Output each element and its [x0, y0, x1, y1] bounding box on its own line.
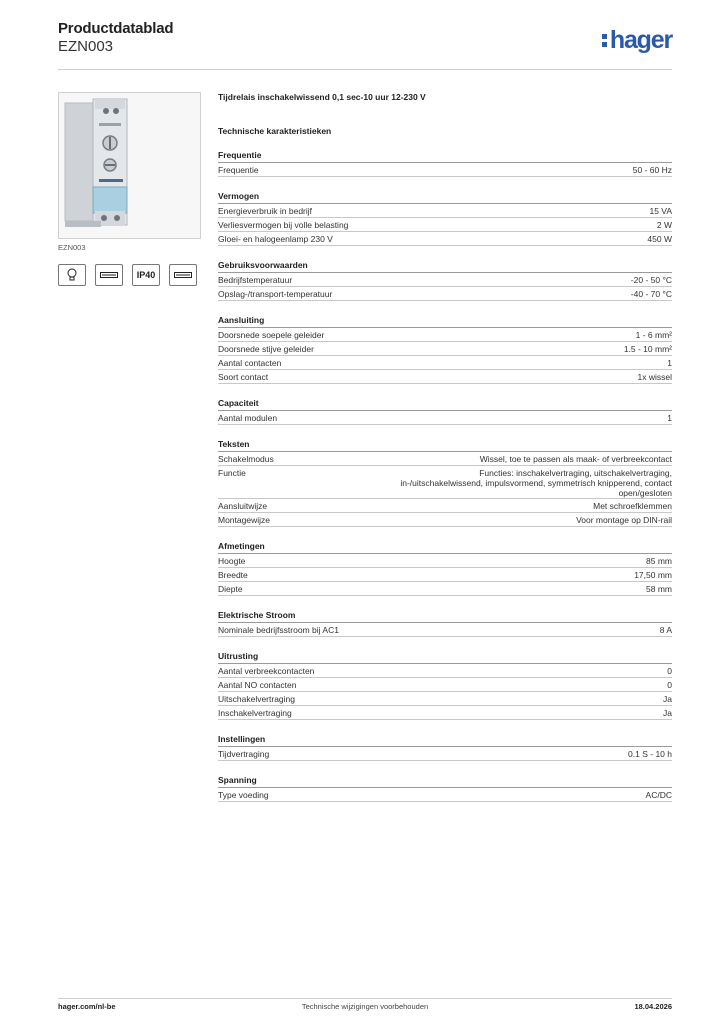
spec-key: Schakelmodus: [218, 454, 274, 464]
bulb-icon: [58, 264, 86, 286]
spec-row: [218, 747, 672, 761]
spec-key: Type voeding: [218, 790, 269, 800]
footer-website: hager.com/nl-be: [58, 1002, 116, 1011]
spec-key: Aantal NO contacten: [218, 680, 297, 690]
spec-key: Tijdvertraging: [218, 749, 270, 759]
spec-key: Soort contact: [218, 372, 269, 382]
spec-value: 17,50 mm: [634, 570, 672, 580]
spec-key: Opslag-/transport-temperatuur: [218, 289, 333, 299]
spec-group-title: Aansluiting: [218, 314, 672, 328]
spec-group: [218, 733, 672, 761]
spec-value: 0: [667, 680, 672, 690]
spec-value: 0: [667, 666, 672, 676]
spec-group: [218, 397, 672, 425]
footer-date: 18.04.2026: [634, 1002, 672, 1011]
din-rail-icon: [95, 264, 123, 286]
document-title: Productdatablad: [58, 20, 174, 37]
spec-key: Aantal contacten: [218, 358, 282, 368]
spec-row: [218, 204, 672, 218]
spec-value: 15 VA: [649, 206, 672, 216]
spec-value: 58 mm: [646, 584, 672, 594]
spec-key: Uitschakelvertraging: [218, 694, 296, 704]
ip-rating-icon: IP40: [132, 264, 160, 286]
spec-value: 1.5 - 10 mm²: [623, 344, 672, 354]
spec-key: Inschakelvertraging: [218, 708, 292, 718]
spec-group: [218, 438, 672, 527]
spec-value: 450 W: [647, 234, 672, 244]
page-footer: [58, 998, 672, 1011]
spec-group: [218, 540, 672, 596]
product-code: EZN003: [58, 38, 114, 55]
spec-value: -20 - 50 °C: [630, 275, 672, 285]
spec-group-title: Vermogen: [218, 190, 672, 204]
spec-row: [218, 513, 672, 527]
spec-key: Functie: [218, 468, 246, 478]
spec-row: [218, 678, 672, 692]
spec-group: [218, 259, 672, 301]
logo-text: hager: [609, 26, 672, 54]
spec-group-title: Gebruiksvoorwaarden: [218, 259, 672, 273]
spec-group-title: Capaciteit: [218, 397, 672, 411]
spec-group-title: Teksten: [218, 438, 672, 452]
spec-row: [218, 411, 672, 425]
spec-value: Functies: inschakelvertraging, uitschakelvertraging, in-/uitschakelwissend, impulsvormend, symmetrisch knipperend, contact open/gesloten: [400, 468, 672, 498]
footer-disclaimer: Technische wijzigingen voorbehouden: [301, 1002, 429, 1011]
spec-group: [218, 190, 672, 246]
spec-value: 1: [667, 358, 672, 368]
spec-groups: [218, 149, 672, 802]
spec-value: AC/DC: [645, 790, 672, 800]
spec-key: Hoogte: [218, 556, 246, 566]
spec-row: [218, 568, 672, 582]
spec-row: [218, 342, 672, 356]
spec-value: 50 - 60 Hz: [632, 165, 672, 175]
spec-row: [218, 706, 672, 720]
spec-row: [218, 623, 672, 637]
spec-group: [218, 774, 672, 802]
product-image: [58, 92, 201, 239]
spec-value: 1x wissel: [637, 372, 672, 382]
spec-group-title: Elektrische Stroom: [218, 609, 672, 623]
hager-logo: [602, 26, 672, 54]
spec-value: Wissel, toe te passen als maak- of verbreekcontact: [479, 454, 672, 464]
image-caption: EZN003: [58, 243, 86, 252]
spec-key: Gloei- en halogeenlamp 230 V: [218, 234, 333, 244]
spec-row: [218, 788, 672, 802]
din-rail-icon-2: [169, 264, 197, 286]
spec-row: [218, 163, 672, 177]
spec-row: [218, 582, 672, 596]
spec-row: [218, 328, 672, 342]
spec-key: Doorsnede stijve geleider: [218, 344, 314, 354]
spec-row: [218, 232, 672, 246]
spec-group: [218, 314, 672, 384]
spec-group-title: Frequentie: [218, 149, 672, 163]
spec-row: [218, 692, 672, 706]
spec-key: Aansluitwijze: [218, 501, 268, 511]
spec-key: Montagewijze: [218, 515, 270, 525]
spec-row: [218, 370, 672, 384]
tech-heading: Technische karakteristieken: [218, 126, 332, 136]
spec-key: Aantal verbreekcontacten: [218, 666, 315, 676]
spec-key: Frequentie: [218, 165, 259, 175]
spec-group: [218, 650, 672, 720]
spec-group-title: Afmetingen: [218, 540, 672, 554]
spec-row: [218, 554, 672, 568]
page-header: [58, 20, 672, 70]
spec-group-title: Uitrusting: [218, 650, 672, 664]
spec-group: [218, 149, 672, 177]
spec-key: Diepte: [218, 584, 243, 594]
spec-value: 0.1 S - 10 h: [628, 749, 672, 759]
spec-key: Energieverbruik in bedrijf: [218, 206, 313, 216]
product-description: Tijdrelais inschakelwissend 0,1 sec-10 uur 12-230 V: [218, 92, 426, 102]
spec-value: Ja: [663, 694, 672, 704]
spec-row: [218, 499, 672, 513]
spec-group-title: Instellingen: [218, 733, 672, 747]
spec-value: Met schroefklemmen: [593, 501, 672, 511]
spec-row: [218, 664, 672, 678]
spec-row: [218, 466, 672, 499]
spec-key: Breedte: [218, 570, 248, 580]
spec-value: 2 W: [656, 220, 672, 230]
feature-icons: [58, 264, 197, 286]
spec-value: Voor montage op DIN-rail: [576, 515, 672, 525]
spec-value: -40 - 70 °C: [630, 289, 672, 299]
spec-key: Doorsnede soepele geleider: [218, 330, 325, 340]
spec-group: [218, 609, 672, 637]
spec-row: [218, 218, 672, 232]
spec-value: 8 A: [659, 625, 672, 635]
spec-key: Bedrijfstemperatuur: [218, 275, 293, 285]
spec-group-title: Spanning: [218, 774, 672, 788]
spec-row: [218, 452, 672, 466]
specifications: [218, 92, 672, 815]
spec-key: Nominale bedrijfsstroom bij AC1: [218, 625, 339, 635]
spec-value: 1: [667, 413, 672, 423]
spec-value: 1 - 6 mm²: [635, 330, 672, 340]
spec-value: Ja: [663, 708, 672, 718]
spec-key: Aantal modulen: [218, 413, 278, 423]
spec-value: 85 mm: [646, 556, 672, 566]
spec-row: [218, 356, 672, 370]
spec-row: [218, 287, 672, 301]
spec-key: Verliesvermogen bij volle belasting: [218, 220, 349, 230]
spec-row: [218, 273, 672, 287]
